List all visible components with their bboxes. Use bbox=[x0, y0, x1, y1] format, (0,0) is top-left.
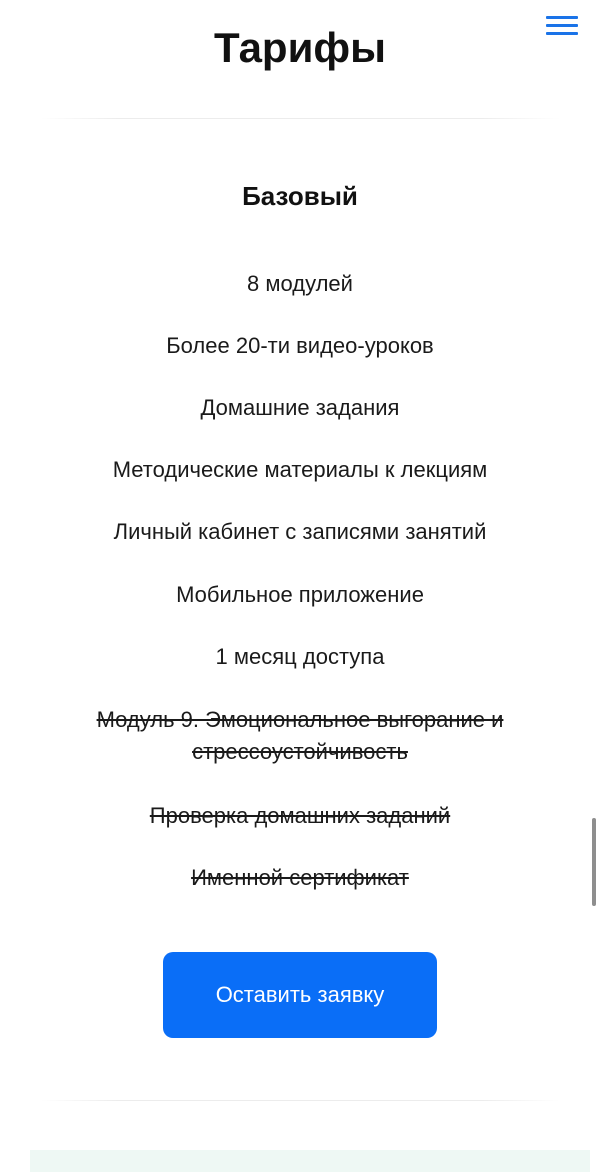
scrollbar-thumb[interactable] bbox=[592, 818, 596, 906]
plan-name: Базовый bbox=[242, 181, 358, 211]
menu-line bbox=[546, 16, 578, 19]
section-divider bbox=[40, 1100, 560, 1101]
hamburger-menu-icon[interactable] bbox=[544, 14, 580, 38]
feature-included: 8 модулей bbox=[247, 271, 353, 296]
submit-application-button[interactable]: Оставить заявку bbox=[163, 952, 437, 1038]
feature-included: Методические материалы к лекциям bbox=[112, 457, 488, 482]
feature-included: 1 месяц доступа bbox=[215, 644, 385, 669]
feature-excluded: Проверка домашних заданий bbox=[149, 803, 451, 828]
next-section-background bbox=[30, 1150, 590, 1172]
menu-line bbox=[546, 32, 578, 35]
feature-included: Личный кабинет с записями занятий bbox=[113, 519, 487, 544]
page-title: Тарифы bbox=[213, 24, 387, 71]
feature-excluded: Модуль 9. Эмоциональное выгорание и стрессоустойчивость bbox=[96, 707, 504, 764]
feature-included: Мобильное приложение bbox=[176, 582, 424, 607]
section-divider bbox=[40, 118, 560, 119]
feature-included: Более 20-ти видео-уроков bbox=[166, 333, 434, 358]
feature-included: Домашние задания bbox=[200, 395, 400, 420]
feature-excluded: Именной сертификат bbox=[191, 865, 409, 890]
menu-line bbox=[546, 24, 578, 27]
